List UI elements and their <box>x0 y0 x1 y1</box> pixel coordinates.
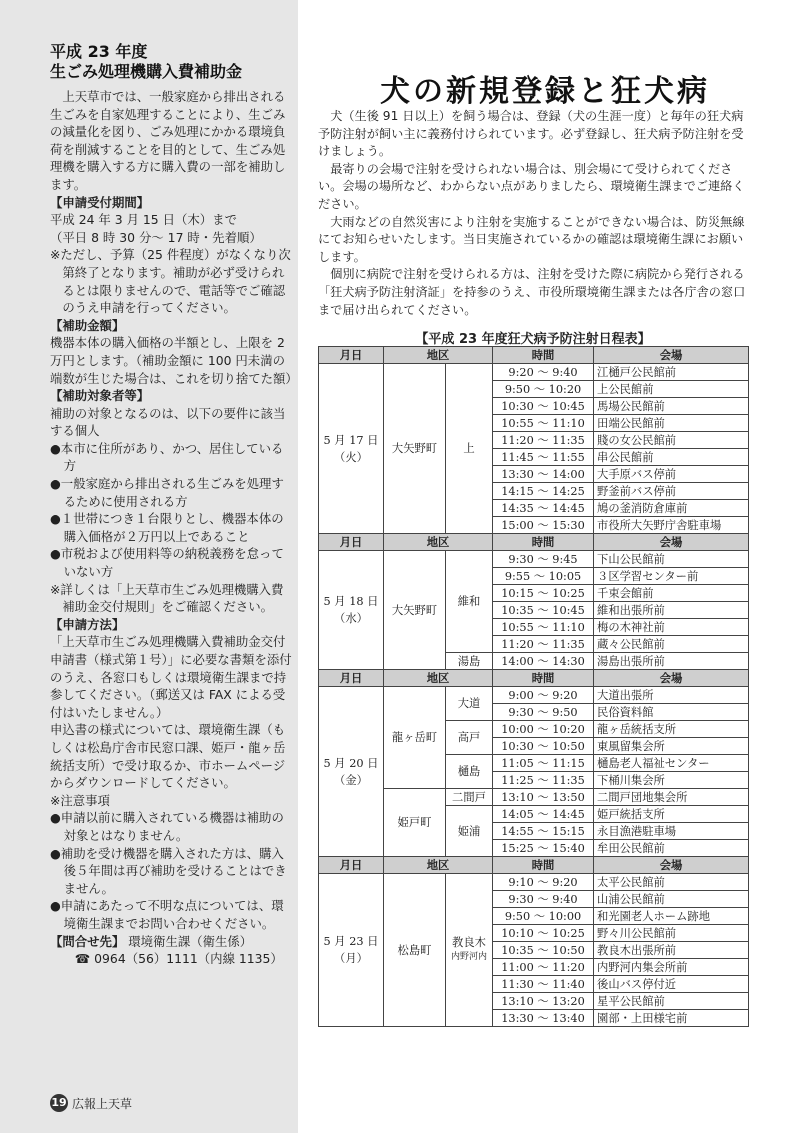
time-cell: 9:30 ～ 9:40 <box>493 891 594 908</box>
schedule-title: 【平成 23 年度狂犬病予防注射日程表】 <box>415 332 651 347</box>
venue-cell: 内野河内集会所前 <box>594 959 749 976</box>
time-cell: 10:55 ～ 11:10 <box>493 415 594 432</box>
time-cell: 13:10 ～ 13:50 <box>493 789 594 806</box>
sidebar-panel <box>0 0 298 1133</box>
time-cell: 9:50 ～ 10:00 <box>493 908 594 925</box>
subarea-cell: 湯島 <box>446 653 493 670</box>
venue-cell: 和光園老人ホーム跡地 <box>594 908 749 925</box>
header-time: 時間 <box>493 670 594 687</box>
venue-cell: 梅の木神社前 <box>594 619 749 636</box>
venue-cell: 後山バス停付近 <box>594 976 749 993</box>
subarea-cell <box>446 874 493 1027</box>
venue-cell: 姫戸統括支所 <box>594 806 749 823</box>
time-cell: 9:50 ～ 10:20 <box>493 381 594 398</box>
header-date: 月日 <box>319 857 384 874</box>
subarea-cell: 高戸 <box>446 721 493 755</box>
venue-cell: 野釜前バス停前 <box>594 483 749 500</box>
caution-item: ●申請にあたって不明な点については、環境衛生課までお問い合わせください。 <box>50 898 284 931</box>
header-time: 時間 <box>493 857 594 874</box>
header-area: 地区 <box>384 347 493 364</box>
time-cell: 10:00 ～ 10:20 <box>493 721 594 738</box>
caution-heading: ※注意事項 <box>50 792 110 808</box>
subsidy-title-year: 平成 23 年度 <box>50 42 148 61</box>
subsidy-intro: 上天草市では、一般家庭から排出される生ごみを自家処理することにより、生ごみの減量化を図り、ごみ処理にかかる環境負荷を削減することを目的として、生ごみ処理機を購入する方に購入費の一部を補助します。 <box>50 89 286 192</box>
date-cell: 5 月 23 日（月） <box>319 874 384 1027</box>
method-heading: 【申請方法】 <box>50 616 125 632</box>
venue-cell: 大手原バス停前 <box>594 466 749 483</box>
venue-cell: 蔵々公民館前 <box>594 636 749 653</box>
period-heading: 【申請受付期間】 <box>50 194 150 210</box>
area-cell: 松島町 <box>384 874 446 1027</box>
venue-cell: 田端公民館前 <box>594 415 749 432</box>
table-header-row <box>319 534 749 551</box>
time-cell: 9:00 ～ 9:20 <box>493 687 594 704</box>
time-cell: 11:30 ～ 11:40 <box>493 976 594 993</box>
article-paragraph: 犬（生後 91 日以上）を飼う場合は、登録（犬の生涯一度）と毎年の狂犬病予防注射が飼い主に義務付けられています。必ず登録し、狂犬病予防注射を受けましょう。 <box>318 109 744 159</box>
time-cell: 11:00 ～ 11:20 <box>493 959 594 976</box>
date-cell: 5 月 17 日（火） <box>319 364 384 534</box>
contact-dept: 環境衛生課（衛生係） <box>128 933 253 949</box>
venue-cell: 上公民館前 <box>594 381 749 398</box>
subsidy-title-main: 生ごみ処理機購入費補助金 <box>50 62 243 81</box>
time-cell: 13:30 ～ 14:00 <box>493 466 594 483</box>
venue-cell: 野々川公民館前 <box>594 925 749 942</box>
page-number: 19 <box>50 1094 68 1112</box>
time-cell: 11:20 ～ 11:35 <box>493 636 594 653</box>
contact-tel: ☎ 0964（56）1111（内線 1135） <box>74 951 283 967</box>
venue-cell: 下桶川集会所 <box>594 772 749 789</box>
header-venue: 会場 <box>594 857 749 874</box>
subarea-cell: 維和 <box>446 551 493 653</box>
venue-cell: 千束会館前 <box>594 585 749 602</box>
time-cell: 15:25 ～ 15:40 <box>493 840 594 857</box>
venue-cell: 串公民館前 <box>594 449 749 466</box>
time-cell: 10:35 ～ 10:45 <box>493 602 594 619</box>
subarea-name-1: 教良木 <box>452 936 486 949</box>
subarea-cell: 上 <box>446 364 493 534</box>
article-paragraph: 最寄りの会場で注射を受けられない場合は、別会場にて受けられてください。会場の場所など、わからない点がありましたら、環境衛生課までご連絡ください。 <box>318 161 745 211</box>
target-note: ※詳しくは「上天草市生ごみ処理機購入費補助金交付規則」をご確認ください。 <box>50 581 284 615</box>
venue-cell: 下山公民館前 <box>594 551 749 568</box>
contact-label: 【問合せ先】 <box>50 933 125 949</box>
subarea-name-2: 内野河内 <box>451 952 488 962</box>
time-cell: 9:30 ～ 9:45 <box>493 551 594 568</box>
date-cell: 5 月 20 日（金） <box>319 687 384 857</box>
time-cell: 10:35 ～ 10:50 <box>493 942 594 959</box>
venue-cell: 維和出張所前 <box>594 602 749 619</box>
area-cell: 大矢野町 <box>384 364 446 534</box>
rabies-article <box>318 108 748 319</box>
time-cell: 11:45 ～ 11:55 <box>493 449 594 466</box>
contact-line <box>50 933 292 951</box>
time-cell: 11:25 ～ 11:35 <box>493 772 594 789</box>
table-row <box>319 789 749 806</box>
caution-item: ●申請以前に購入されている機器は補助の対象とはなりません。 <box>50 810 284 843</box>
time-cell: 14:00 ～ 14:30 <box>493 653 594 670</box>
time-cell: 11:05 ～ 11:15 <box>493 755 594 772</box>
time-cell: 10:15 ～ 10:25 <box>493 585 594 602</box>
date-cell: 5 月 18 日（水） <box>319 551 384 670</box>
table-row <box>319 551 749 568</box>
time-cell: 9:20 ～ 9:40 <box>493 364 594 381</box>
venue-cell: 星平公民館前 <box>594 993 749 1010</box>
area-cell: 大矢野町 <box>384 551 446 670</box>
header-area: 地区 <box>384 534 493 551</box>
period-hours: （平日 8 時 30 分～ 17 時・先着順） <box>50 229 262 245</box>
time-cell: 14:35 ～ 14:45 <box>493 500 594 517</box>
subarea-cell: 大道 <box>446 687 493 721</box>
article-paragraph: 大雨などの自然災害により注射を実施することができない場合は、防災無線にてお知らせいたします。当日実施されているかの確認は環境衛生課にお願いします。 <box>318 214 745 264</box>
venue-cell: 永目漁港駐車場 <box>594 823 749 840</box>
area-cell: 龍ヶ岳町 <box>384 687 446 789</box>
target-item: ●１世帯につき１台限りとし、機器本体の購入価格が２万円以上であること <box>50 511 284 544</box>
area-cell: 姫戸町 <box>384 789 446 857</box>
amount-heading: 【補助金額】 <box>50 317 125 333</box>
schedule-table <box>318 346 749 1027</box>
header-time: 時間 <box>493 534 594 551</box>
time-cell: 9:55 ～ 10:05 <box>493 568 594 585</box>
article-paragraph: 個別に病院で注射を受けられる方は、注射を受けた際に病院から発行される「狂犬病予防注射済証」を持参のうえ、市役所環境衛生課または各庁舎の窓口まで届け出られてください。 <box>318 267 746 317</box>
header-time: 時間 <box>493 347 594 364</box>
time-cell: 14:05 ～ 14:45 <box>493 806 594 823</box>
period-note: ※ただし、予算（25 件程度）がなくなり次第終了となります。補助が必ず受けられるとは限りませんので、電話等でご確認のうえ申請を行ってください。 <box>50 247 291 316</box>
subsidy-article <box>50 42 298 968</box>
table-header-row <box>319 347 749 364</box>
caution-item: ●補助を受け機器を購入された方は、購入後５年間は再び補助を受けることはできません。 <box>50 845 287 896</box>
venue-cell: 大道出張所 <box>594 687 749 704</box>
venue-cell: 東風留集会所 <box>594 738 749 755</box>
table-header-row <box>319 670 749 687</box>
venue-cell: 樋島老人福祉センター <box>594 755 749 772</box>
header-venue: 会場 <box>594 347 749 364</box>
venue-cell: 太平公民館前 <box>594 874 749 891</box>
time-cell: 11:20 ～ 11:35 <box>493 432 594 449</box>
header-venue: 会場 <box>594 534 749 551</box>
method-text-1: 「上天草市生ごみ処理機購入費補助金交付申請書（様式第１号）」に必要な書類を添付のうえ、各窓口もしくは環境衛生課まで持参してください。（郵送又は FAX による受付はいたしません。） <box>50 634 292 720</box>
page-footer <box>50 1094 132 1112</box>
target-heading: 【補助対象者等】 <box>50 388 150 404</box>
venue-cell: 園部・上田様宅前 <box>594 1010 749 1027</box>
amount-text: 機器本体の購入価格の半額とし、上限を 2 万円とします。（補助金額に 100 円未満の端数が生じた場合は、これを切り捨てた額） <box>50 335 298 386</box>
time-cell: 14:15 ～ 14:25 <box>493 483 594 500</box>
time-cell: 9:30 ～ 9:50 <box>493 704 594 721</box>
table-row <box>319 364 749 381</box>
header-date: 月日 <box>319 534 384 551</box>
header-area: 地区 <box>384 857 493 874</box>
time-cell: 10:30 ～ 10:45 <box>493 398 594 415</box>
time-cell: 13:30 ～ 13:40 <box>493 1010 594 1027</box>
venue-cell: 湯島出張所前 <box>594 653 749 670</box>
venue-cell: 牟田公民館前 <box>594 840 749 857</box>
time-cell: 15:00 ～ 15:30 <box>493 517 594 534</box>
header-date: 月日 <box>319 347 384 364</box>
header-area: 地区 <box>384 670 493 687</box>
venue-cell: 山浦公民館前 <box>594 891 749 908</box>
time-cell: 10:10 ～ 10:25 <box>493 925 594 942</box>
page-title: 犬の新規登録と狂犬病 <box>380 74 710 109</box>
venue-cell: 鳩の釜消防倉庫前 <box>594 500 749 517</box>
publication-name: 広報上天草 <box>72 1096 133 1111</box>
table-row <box>319 687 749 704</box>
venue-cell: 民俗資料館 <box>594 704 749 721</box>
target-item: ●本市に住所があり、かつ、居住している方 <box>50 440 284 474</box>
target-intro: 補助の対象となるのは、以下の要件に該当する個人 <box>50 405 286 439</box>
header-date: 月日 <box>319 670 384 687</box>
header-venue: 会場 <box>594 670 749 687</box>
period-deadline: 平成 24 年 3 月 15 日（木）まで <box>50 212 237 228</box>
venue-cell: 教良木出張所前 <box>594 942 749 959</box>
time-cell: 13:10 ～ 13:20 <box>493 993 594 1010</box>
venue-cell: 江樋戸公民館前 <box>594 364 749 381</box>
time-cell: 14:55 ～ 15:15 <box>493 823 594 840</box>
time-cell: 10:55 ～ 11:10 <box>493 619 594 636</box>
subsidy-title <box>50 42 292 82</box>
subarea-cell: 樋島 <box>446 755 493 789</box>
subarea-cell: 姫浦 <box>446 806 493 857</box>
target-item: ●市税および使用料等の納税義務を怠っていない方 <box>50 546 284 580</box>
time-cell: 10:30 ～ 10:50 <box>493 738 594 755</box>
venue-cell: 龍ヶ岳統括支所 <box>594 721 749 738</box>
subarea-cell: 二間戸 <box>446 789 493 806</box>
venue-cell: 市役所大矢野庁舎駐車場 <box>594 517 749 534</box>
venue-cell: 賤の女公民館前 <box>594 432 749 449</box>
venue-cell: 馬場公民館前 <box>594 398 749 415</box>
method-text-2: 申込書の様式については、環境衛生課（もしくは松島庁舎市民窓口課、姫戸・龍ヶ岳統括支所）で受け取るか、市ホームページからダウンロードしてください。 <box>50 722 286 791</box>
table-header-row <box>319 857 749 874</box>
venue-cell: ３区学習センター前 <box>594 568 749 585</box>
target-item: ●一般家庭から排出される生ごみを処理するために使用される方 <box>50 476 284 509</box>
table-row <box>319 874 749 891</box>
venue-cell: 二間戸団地集会所 <box>594 789 749 806</box>
time-cell: 9:10 ～ 9:20 <box>493 874 594 891</box>
